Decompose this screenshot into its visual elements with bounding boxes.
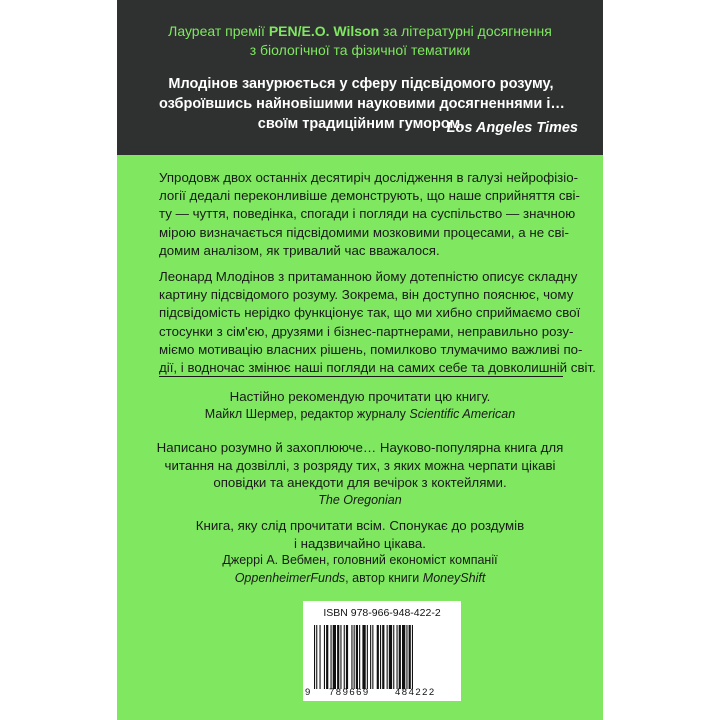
barcode-bar: [354, 625, 355, 689]
review-text: Настійно рекомендую прочитати цю книгу.: [229, 389, 491, 404]
text-line: Леонард Млодінов з притаманною йому дотепністю описує складну: [159, 269, 578, 284]
text-line: стосунки з сім'єю, друзями і бізнес-партнерами, неправильно розу-: [159, 323, 574, 339]
source-text: Майкл Шермер, редактор журналу: [204, 406, 410, 421]
source-company: OppenheimerFunds: [234, 570, 346, 585]
text-line: підсвідомість нерідко функціонує так, що ми хибно сприймаємо свої: [159, 305, 581, 321]
text-line: домим аналізом, як тривалий час вважалося.: [159, 242, 440, 258]
quote-line: озброївшись найновішими науковими досягненнями і…: [159, 96, 565, 112]
barcode-bar: [380, 625, 381, 689]
barcode-bar: [344, 625, 345, 689]
barcode-bar: [314, 625, 315, 689]
source-publication: Scientific American: [409, 406, 516, 421]
barcode-bar: [324, 625, 325, 689]
barcode-bar: [316, 625, 317, 689]
review-source: [147, 406, 573, 424]
review-1: [147, 388, 573, 423]
barcode-bar: [337, 625, 339, 689]
award-post: за літературні досягнення: [379, 23, 552, 39]
barcode-bar: [320, 625, 321, 689]
barcode-bar: [389, 625, 392, 689]
barcode-bar: [412, 625, 413, 689]
award-note: [117, 22, 603, 60]
text-line: логії дедалі переконливіше демонструють, що наше сприйняття сві-: [159, 188, 580, 204]
section-divider: [159, 376, 563, 377]
award-line-1: [117, 22, 603, 41]
barcode-bar: [362, 625, 365, 689]
barcode-bar: [406, 625, 407, 689]
quote-line: своїм традиційним гумором.: [257, 116, 465, 132]
text-line: мірою визначається підсвідомими мозковими процесами, а не сві-: [159, 224, 569, 240]
quote-line: Млодінов занурюється у сферу підсвідомого розуму,: [168, 76, 554, 92]
description-paragraph-1: [159, 169, 580, 260]
text-line: Упродовж двох останніх десятиріч дослідження в галузі нейрофізіо-: [159, 170, 579, 185]
source-publication: The Oregonian: [318, 492, 402, 507]
barcode-bar: [399, 625, 401, 689]
review-2: [147, 439, 573, 509]
barcode-bar: [340, 625, 341, 689]
barcode-bar: [372, 625, 373, 689]
review-source: [147, 492, 573, 510]
barcode-bar: [377, 625, 379, 689]
review-text: Книга, яку слід прочитати всім. Спонукає до роздумів: [195, 518, 525, 533]
barcode-bar: [393, 625, 394, 689]
barcode-bar: [359, 625, 360, 689]
text-line: міємо мотивацію власних рішень, помилково тлумачимо важливі по-: [159, 341, 583, 357]
barcode-bar: [333, 625, 336, 689]
source-text: , автор книги: [345, 570, 423, 585]
award-line-2: з біологічної та фізичної тематики: [249, 42, 471, 58]
review-source: Джеррі А. Вебмен, головний економіст компанії: [222, 553, 498, 567]
review-text: Написано розумно й захоплююче… Науково-популярна книга для: [156, 440, 564, 455]
barcode-bar: [356, 625, 358, 689]
barcode-icon: [314, 625, 454, 689]
award-name: PEN/E.O. Wilson: [268, 23, 380, 39]
barcode-bar: [331, 625, 332, 689]
barcode-bar: [402, 625, 405, 689]
barcode-bar: [367, 625, 368, 689]
review-source: [147, 570, 573, 588]
barcode-digit-group-1: 789669: [329, 687, 370, 698]
book-back-cover: [117, 0, 603, 720]
review-text: і надзвичайно цікава.: [294, 535, 426, 551]
award-pre: Лауреат премії: [168, 23, 269, 39]
barcode-digit-first: 9: [305, 687, 311, 698]
text-line: дії, і водночас змінює наші погляди на самих себе та довколишній світ.: [159, 360, 596, 376]
text-line: картину підсвідомого розуму. Зокрема, він доступно пояснює, чому: [159, 287, 574, 303]
review-text: читання на дозвіллі, з розряду тих, з яких можна черпати цікаві: [164, 457, 556, 473]
top-review-source: Los Angeles Times: [446, 120, 578, 136]
source-book: MoneyShift: [422, 570, 486, 585]
isbn-label: ISBN 978-966-948-422-2: [323, 607, 441, 619]
barcode-bar: [346, 625, 348, 689]
barcode-panel: [303, 601, 461, 701]
text-line: ту — чуття, поведінка, спогади і погляди на суспільство — значною: [159, 206, 576, 222]
description-paragraph-2: [159, 268, 596, 377]
barcode-bar: [326, 625, 328, 689]
barcode-bar: [351, 625, 352, 689]
barcode-bar: [382, 625, 384, 689]
barcode-digit-group-2: 484222: [395, 687, 436, 698]
barcode-bar: [397, 625, 398, 689]
barcode-bar: [387, 625, 388, 689]
barcode-bar: [370, 625, 371, 689]
barcode-bar: [409, 625, 411, 689]
review-3: [147, 517, 573, 587]
review-text: оповідки та анекдоти для вечірок з коктейлями.: [213, 475, 507, 490]
